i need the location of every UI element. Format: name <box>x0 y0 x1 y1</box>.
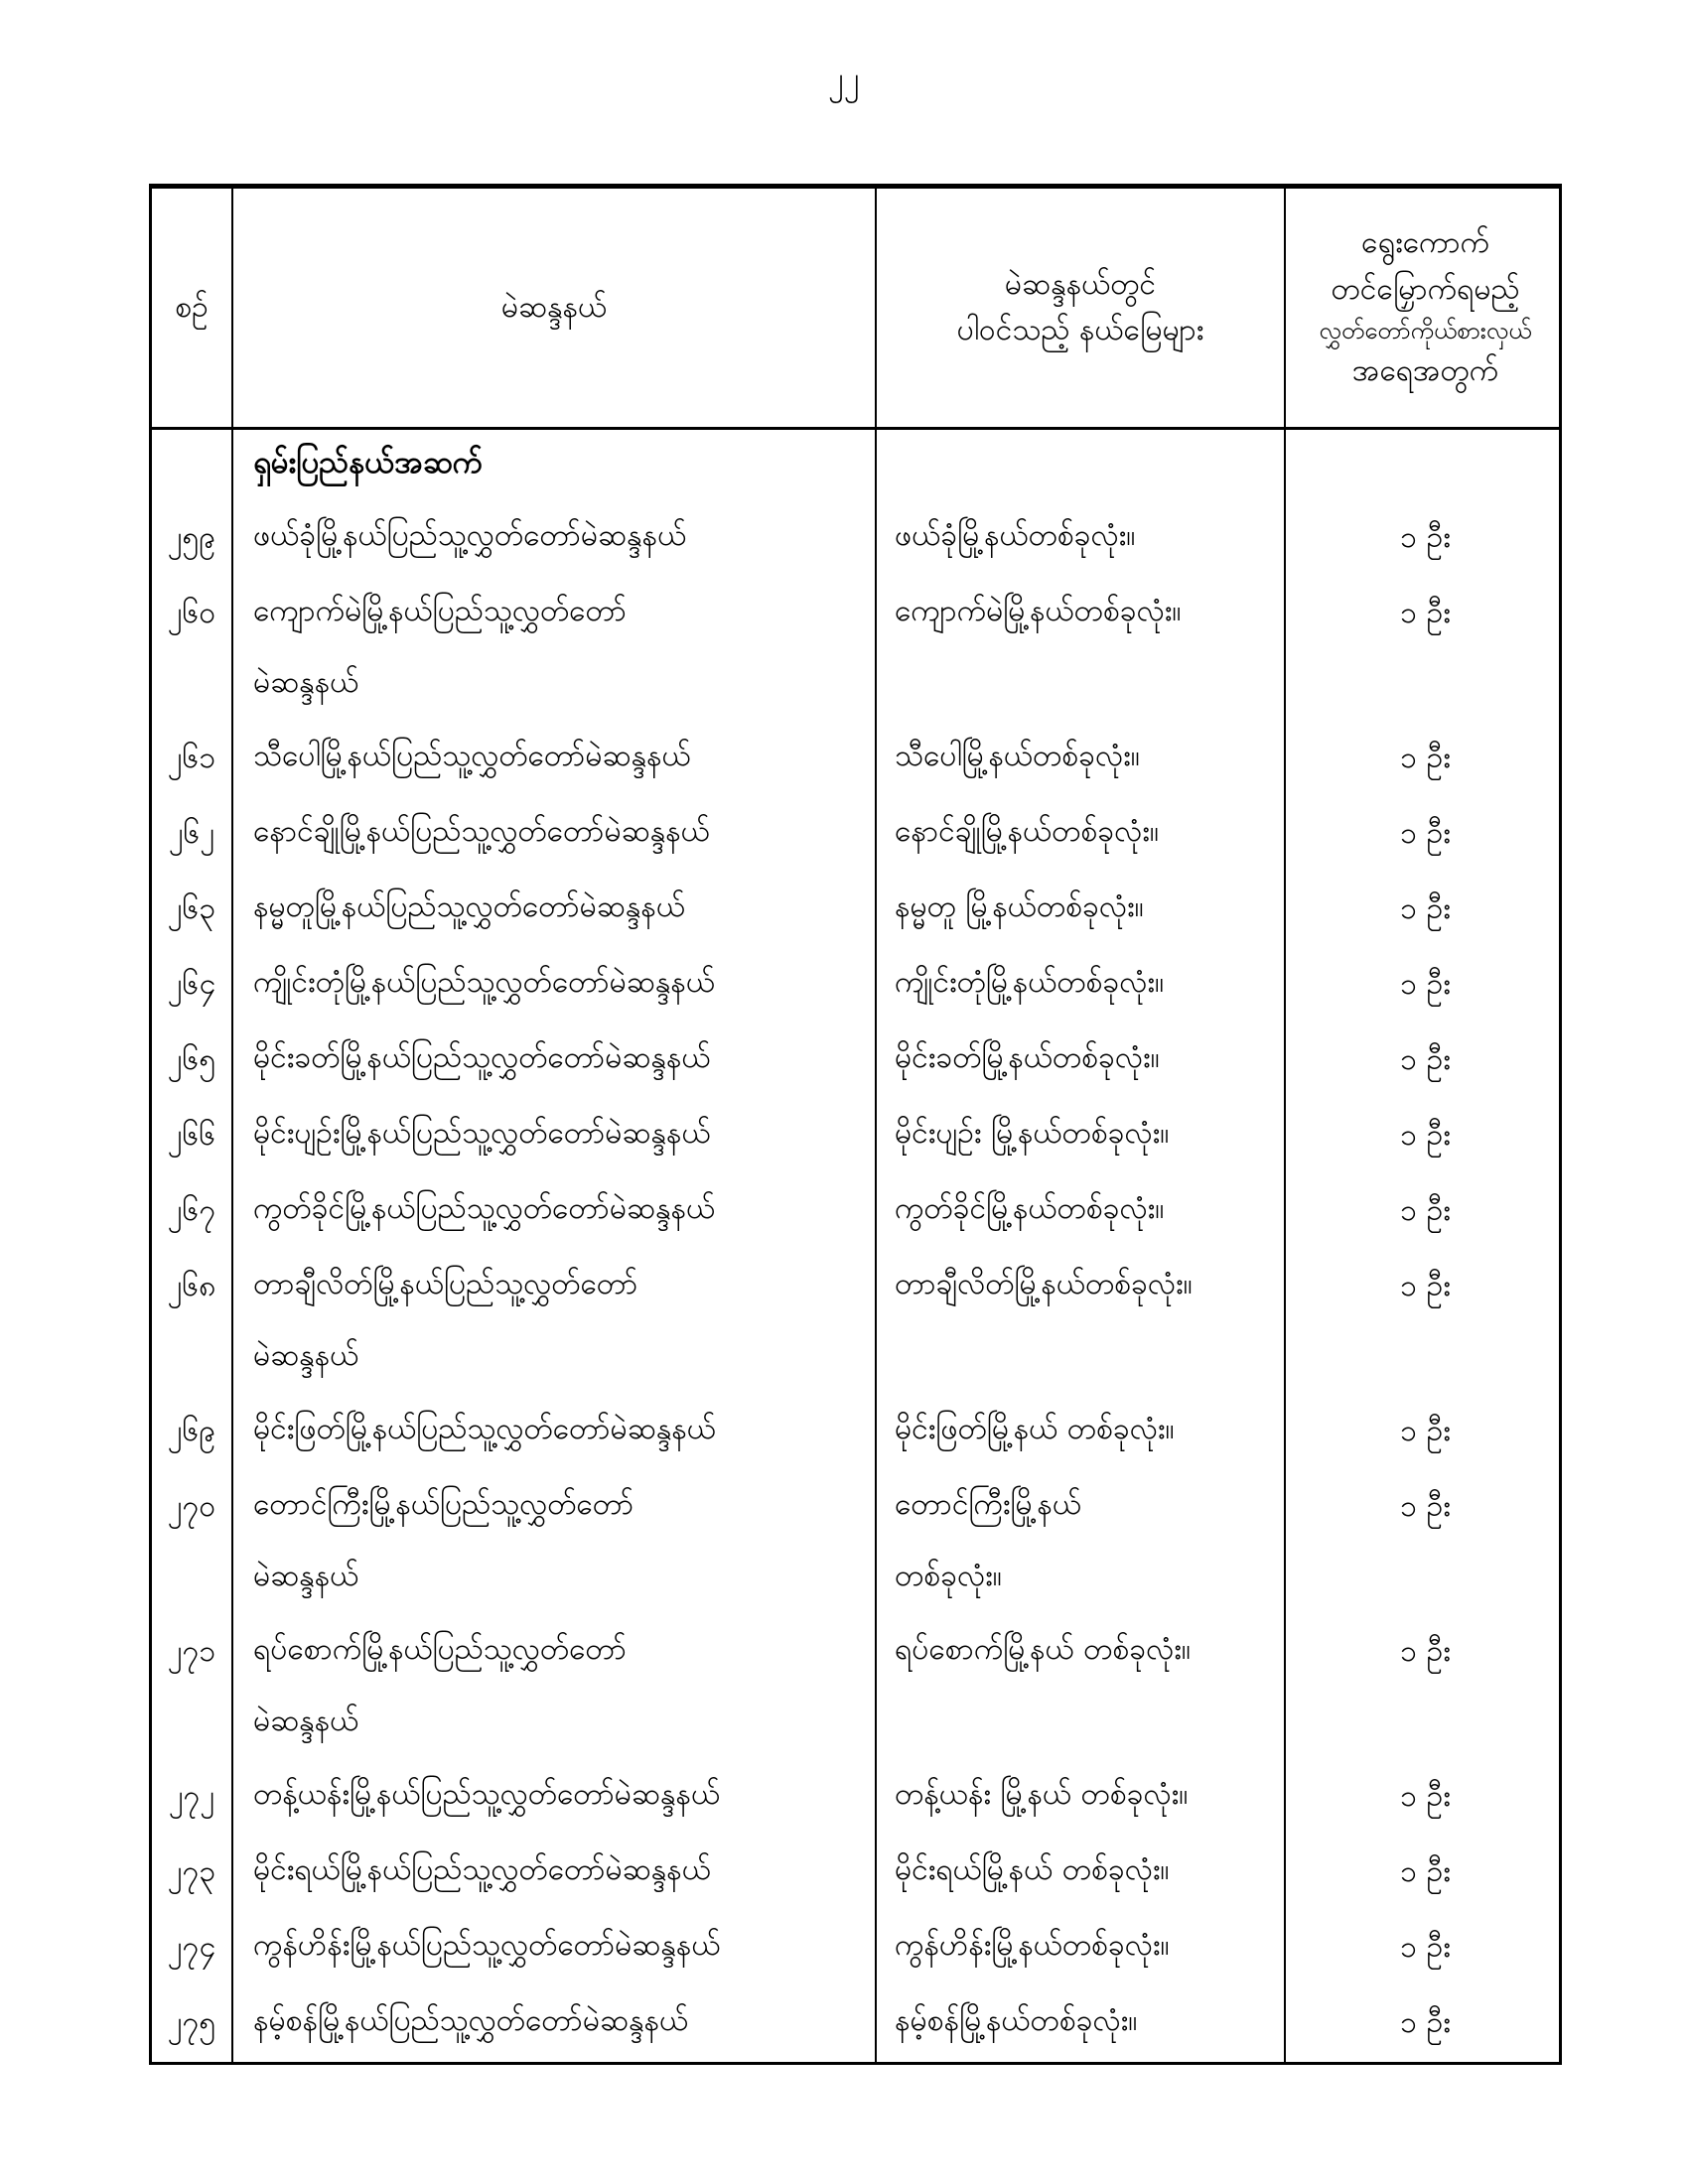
constituency-line: ကျောက်မဲမြို့နယ်ပြည်သူ့လွှတ်တော် <box>253 593 627 628</box>
constituency-cell <box>231 873 875 948</box>
areas-line: တာချီလိတ်မြို့နယ်တစ်ခုလုံး။ <box>895 1266 1193 1301</box>
constituency-line: မဲဆန္ဒနယ် <box>253 1558 359 1593</box>
section-header: ရှမ်းပြည်နယ်အဆက် <box>231 430 875 501</box>
constituency-line: တန့်ယန်းမြို့နယ်ပြည်သူ့လွှတ်တော်မဲဆန္ဒနယ် <box>253 1776 721 1812</box>
table-row <box>152 1986 1559 2062</box>
areas-line: မိုင်းဖြတ်မြို့နယ် တစ်ခုလုံး။ <box>895 1411 1175 1446</box>
representative-count: ၁ ဦး <box>1400 595 1451 630</box>
count-cell <box>1284 501 1565 577</box>
count-cell <box>1284 577 1565 722</box>
areas-line: ကွန်ဟိန်းမြို့နယ်တစ်ခုလုံး။ <box>895 1927 1170 1963</box>
page-number: ၂၂ <box>828 60 860 97</box>
header-count-line3: လွှတ်တော်ကိုယ်စားလှယ် <box>1319 317 1532 345</box>
table-row <box>152 1760 1559 1836</box>
constituency-cell <box>231 797 875 873</box>
table-row <box>152 577 1559 722</box>
constituency-cell <box>231 577 875 722</box>
representative-count: ၁ ဦး <box>1400 1929 1451 1965</box>
constituency-cell <box>231 1174 875 1250</box>
areas-line: မိုင်းပျဉ်း မြို့နယ်တစ်ခုလုံး။ <box>895 1115 1170 1151</box>
constituency-line: တောင်ကြီးမြို့နယ်ပြည်သူ့လွှတ်တော် <box>253 1486 634 1522</box>
constituency-line: တာချီလိတ်မြို့နယ်ပြည်သူ့လွှတ်တော် <box>253 1266 638 1301</box>
header-count-line2: တင်မြှောက်ရမည့် <box>1331 271 1520 307</box>
constituency-cell <box>231 1099 875 1174</box>
header-serial-label: စဉ် <box>175 289 209 325</box>
constituency-cell <box>231 501 875 577</box>
areas-line: နမ့်စန်မြို့နယ်တစ်ခုလုံး။ <box>895 2002 1138 2038</box>
header-count-line1: ရွေးကောက် <box>1360 225 1490 261</box>
header-areas <box>875 189 1284 427</box>
header-constituency-label: မဲဆန္ဒနယ် <box>500 289 608 325</box>
table-row <box>152 1099 1559 1174</box>
representative-count: ၁ ဦး <box>1400 890 1451 926</box>
row-number-cell <box>152 577 231 722</box>
representative-count: ၁ ဦး <box>1400 1488 1451 1524</box>
representative-count: ၁ ဦး <box>1400 1413 1451 1448</box>
constituency-line: မိုင်းဖြတ်မြို့နယ်ပြည်သူ့လွှတ်တော်မဲဆန္ဒနယ် <box>253 1411 716 1446</box>
constituency-line: နမ္မတူမြို့နယ်ပြည်သူ့လွှတ်တော်မဲဆန္ဒနယ် <box>253 888 685 924</box>
row-number-cell <box>152 1470 231 1615</box>
areas-cell <box>875 1099 1284 1174</box>
row-number-cell <box>152 1836 231 1911</box>
constituency-cell <box>231 1470 875 1615</box>
row-number-cell <box>152 722 231 797</box>
row-number-cell <box>152 1250 231 1395</box>
row-number-cell <box>152 1760 231 1836</box>
header-count-line4: အရေအတွက် <box>1351 353 1499 389</box>
row-number-cell <box>152 501 231 577</box>
count-cell <box>1284 1760 1565 1836</box>
row-number: ၂၆၅ <box>167 1041 216 1077</box>
row-number: ၂၇၄ <box>167 1929 216 1965</box>
areas-line: ကျောက်မဲမြို့နယ်တစ်ခုလုံး။ <box>895 593 1182 628</box>
table-header-row <box>152 189 1559 430</box>
areas-cell <box>875 1174 1284 1250</box>
constituency-line: ဖယ်ခုံမြို့နယ်ပြည်သူ့လွှတ်တော်မဲဆန္ဒနယ် <box>253 517 687 553</box>
constituency-table <box>149 184 1562 2065</box>
areas-cell <box>875 1470 1284 1615</box>
row-number-cell <box>152 873 231 948</box>
row-number: ၂၅၉ <box>167 519 216 555</box>
representative-count: ၁ ဦး <box>1400 2004 1451 2040</box>
representative-count: ၁ ဦး <box>1400 1041 1451 1077</box>
areas-cell <box>875 501 1284 577</box>
constituency-line: မဲဆန္ဒနယ် <box>253 664 359 700</box>
row-number-cell <box>152 1174 231 1250</box>
areas-line: ဖယ်ခုံမြို့နယ်တစ်ခုလုံး။ <box>895 517 1136 553</box>
table-row <box>152 1470 1559 1615</box>
constituency-line: နမ့်စန်မြို့နယ်ပြည်သူ့လွှတ်တော်မဲဆန္ဒနယ် <box>253 2002 689 2038</box>
row-number-cell <box>152 1986 231 2062</box>
row-number: ၂၆၈ <box>167 1268 216 1303</box>
representative-count: ၁ ဦး <box>1400 1192 1451 1228</box>
section-areas-cell <box>875 430 1284 501</box>
count-cell <box>1284 722 1565 797</box>
representative-count: ၁ ဦး <box>1400 1633 1451 1669</box>
table-row <box>152 501 1559 577</box>
table-row <box>152 1615 1559 1760</box>
count-cell <box>1284 1470 1565 1615</box>
constituency-cell <box>231 1250 875 1395</box>
row-number-cell <box>152 948 231 1024</box>
areas-line: တန့်ယန်း မြို့နယ် တစ်ခုလုံး။ <box>895 1776 1189 1812</box>
constituency-cell <box>231 1986 875 2062</box>
row-number-cell <box>152 1099 231 1174</box>
constituency-line: နောင်ချိုမြို့နယ်ပြည်သူ့လွှတ်တော်မဲဆန္ဒနယ် <box>253 813 710 849</box>
row-number: ၂၆၃ <box>167 890 216 926</box>
table-row <box>152 1836 1559 1911</box>
row-number: ၂၆၂ <box>168 815 215 851</box>
count-cell <box>1284 1615 1565 1760</box>
constituency-line: မဲဆန္ဒနယ် <box>253 1703 359 1738</box>
areas-cell <box>875 1986 1284 2062</box>
representative-count: ၁ ဦး <box>1400 966 1451 1002</box>
row-number: ၂၇၁ <box>167 1633 216 1669</box>
constituency-line: ကွန်ဟိန်းမြို့နယ်ပြည်သူ့လွှတ်တော်မဲဆန္ဒနယ် <box>253 1927 721 1963</box>
areas-cell <box>875 1250 1284 1395</box>
areas-cell <box>875 577 1284 722</box>
table-body <box>152 430 1559 2062</box>
section-count-cell <box>1284 430 1565 501</box>
areas-cell <box>875 948 1284 1024</box>
areas-line: နောင်ချိုမြို့နယ်တစ်ခုလုံး။ <box>895 813 1159 849</box>
table-row <box>152 722 1559 797</box>
row-number-cell <box>152 1024 231 1099</box>
constituency-cell <box>231 1395 875 1470</box>
row-number: ၂၆၄ <box>167 966 216 1002</box>
areas-line: ကျိုင်းတုံမြို့နယ်တစ်ခုလုံး။ <box>895 964 1165 1000</box>
areas-cell <box>875 1760 1284 1836</box>
constituency-cell <box>231 722 875 797</box>
table-row <box>152 948 1559 1024</box>
count-cell <box>1284 797 1565 873</box>
row-number: ၂၆၀ <box>167 595 216 630</box>
header-areas-line2: ပါဝင်သည့် နယ်မြေများ <box>956 313 1204 347</box>
table-row <box>152 1911 1559 1986</box>
count-cell <box>1284 1024 1565 1099</box>
constituency-line: ကျိုင်းတုံမြို့နယ်ပြည်သူ့လွှတ်တော်မဲဆန္ဒနယ် <box>253 964 715 1000</box>
areas-cell <box>875 873 1284 948</box>
constituency-line: ရပ်စောက်မြို့နယ်ပြည်သူ့လွှတ်တော် <box>253 1631 627 1667</box>
areas-cell <box>875 1024 1284 1099</box>
areas-line: သီပေါမြို့နယ်တစ်ခုလုံး။ <box>895 738 1140 773</box>
constituency-line: မဲဆန္ဒနယ် <box>253 1337 359 1373</box>
count-cell <box>1284 948 1565 1024</box>
header-areas-line1: မဲဆန္ဒနယ်တွင် <box>1004 266 1157 302</box>
count-cell <box>1284 873 1565 948</box>
constituency-cell <box>231 1615 875 1760</box>
row-number: ၂၇၂ <box>168 1778 215 1814</box>
header-representative-count <box>1284 189 1565 427</box>
row-number: ၂၆၁ <box>167 740 216 775</box>
count-cell <box>1284 1250 1565 1395</box>
row-number-cell <box>152 1911 231 1986</box>
count-cell <box>1284 1911 1565 1986</box>
constituency-line: သီပေါမြို့နယ်ပြည်သူ့လွှတ်တော်မဲဆန္ဒနယ် <box>253 738 691 773</box>
constituency-line: မိုင်းရယ်မြို့နယ်ပြည်သူ့လွှတ်တော်မဲဆန္ဒနယ် <box>253 1851 711 1887</box>
constituency-cell <box>231 1024 875 1099</box>
constituency-line: မိုင်းပျဉ်းမြို့နယ်ပြည်သူ့လွှတ်တော်မဲဆန္ဒနယ် <box>253 1115 711 1151</box>
row-number: ၂၆၆ <box>167 1117 216 1153</box>
areas-cell <box>875 1911 1284 1986</box>
count-cell <box>1284 1836 1565 1911</box>
table-row <box>152 1250 1559 1395</box>
constituency-line: မိုင်းခတ်မြို့နယ်ပြည်သူ့လွှတ်တော်မဲဆန္ဒနယ် <box>253 1039 711 1075</box>
areas-cell <box>875 722 1284 797</box>
representative-count: ၁ ဦး <box>1400 815 1451 851</box>
count-cell <box>1284 1099 1565 1174</box>
row-number-cell <box>152 797 231 873</box>
areas-line: တစ်ခုလုံး။ <box>895 1558 1002 1593</box>
areas-line: ရပ်စောက်မြို့နယ် တစ်ခုလုံး။ <box>895 1631 1191 1667</box>
header-serial <box>152 189 231 427</box>
representative-count: ၁ ဦး <box>1400 519 1451 555</box>
table-row <box>152 1024 1559 1099</box>
table-row <box>152 1395 1559 1470</box>
areas-line: မိုင်းခတ်မြို့နယ်တစ်ခုလုံး။ <box>895 1039 1160 1075</box>
row-number: ၂၇၅ <box>167 2004 216 2040</box>
section-header-row <box>152 430 1559 501</box>
representative-count: ၁ ဦး <box>1400 740 1451 775</box>
areas-cell <box>875 1395 1284 1470</box>
areas-cell <box>875 1615 1284 1760</box>
constituency-cell <box>231 948 875 1024</box>
areas-cell <box>875 1836 1284 1911</box>
representative-count: ၁ ဦး <box>1400 1778 1451 1814</box>
count-cell <box>1284 1986 1565 2062</box>
count-cell <box>1284 1395 1565 1470</box>
row-number: ၂၇၃ <box>167 1853 216 1889</box>
areas-line: နမ္မတူ မြို့နယ်တစ်ခုလုံး။ <box>895 888 1144 924</box>
header-constituency <box>231 189 875 427</box>
row-number-cell <box>152 1615 231 1760</box>
areas-line: တောင်ကြီးမြို့နယ် <box>895 1486 1081 1522</box>
areas-line: ကွတ်ခိုင်မြို့နယ်တစ်ခုလုံး။ <box>895 1190 1165 1226</box>
section-serial-cell <box>152 430 231 501</box>
representative-count: ၁ ဦး <box>1400 1117 1451 1153</box>
row-number: ၂၇၀ <box>167 1488 216 1524</box>
row-number-cell <box>152 1395 231 1470</box>
constituency-cell <box>231 1836 875 1911</box>
areas-line: မိုင်းရယ်မြို့နယ် တစ်ခုလုံး။ <box>895 1851 1170 1887</box>
count-cell <box>1284 1174 1565 1250</box>
row-number: ၂၆၉ <box>167 1413 216 1448</box>
table-row <box>152 873 1559 948</box>
representative-count: ၁ ဦး <box>1400 1268 1451 1303</box>
constituency-cell <box>231 1911 875 1986</box>
table-row <box>152 797 1559 873</box>
representative-count: ၁ ဦး <box>1400 1853 1451 1889</box>
table-row <box>152 1174 1559 1250</box>
areas-cell <box>875 797 1284 873</box>
row-number: ၂၆၇ <box>167 1192 216 1228</box>
constituency-cell <box>231 1760 875 1836</box>
constituency-line: ကွတ်ခိုင်မြို့နယ်ပြည်သူ့လွှတ်တော်မဲဆန္ဒနယ် <box>253 1190 716 1226</box>
